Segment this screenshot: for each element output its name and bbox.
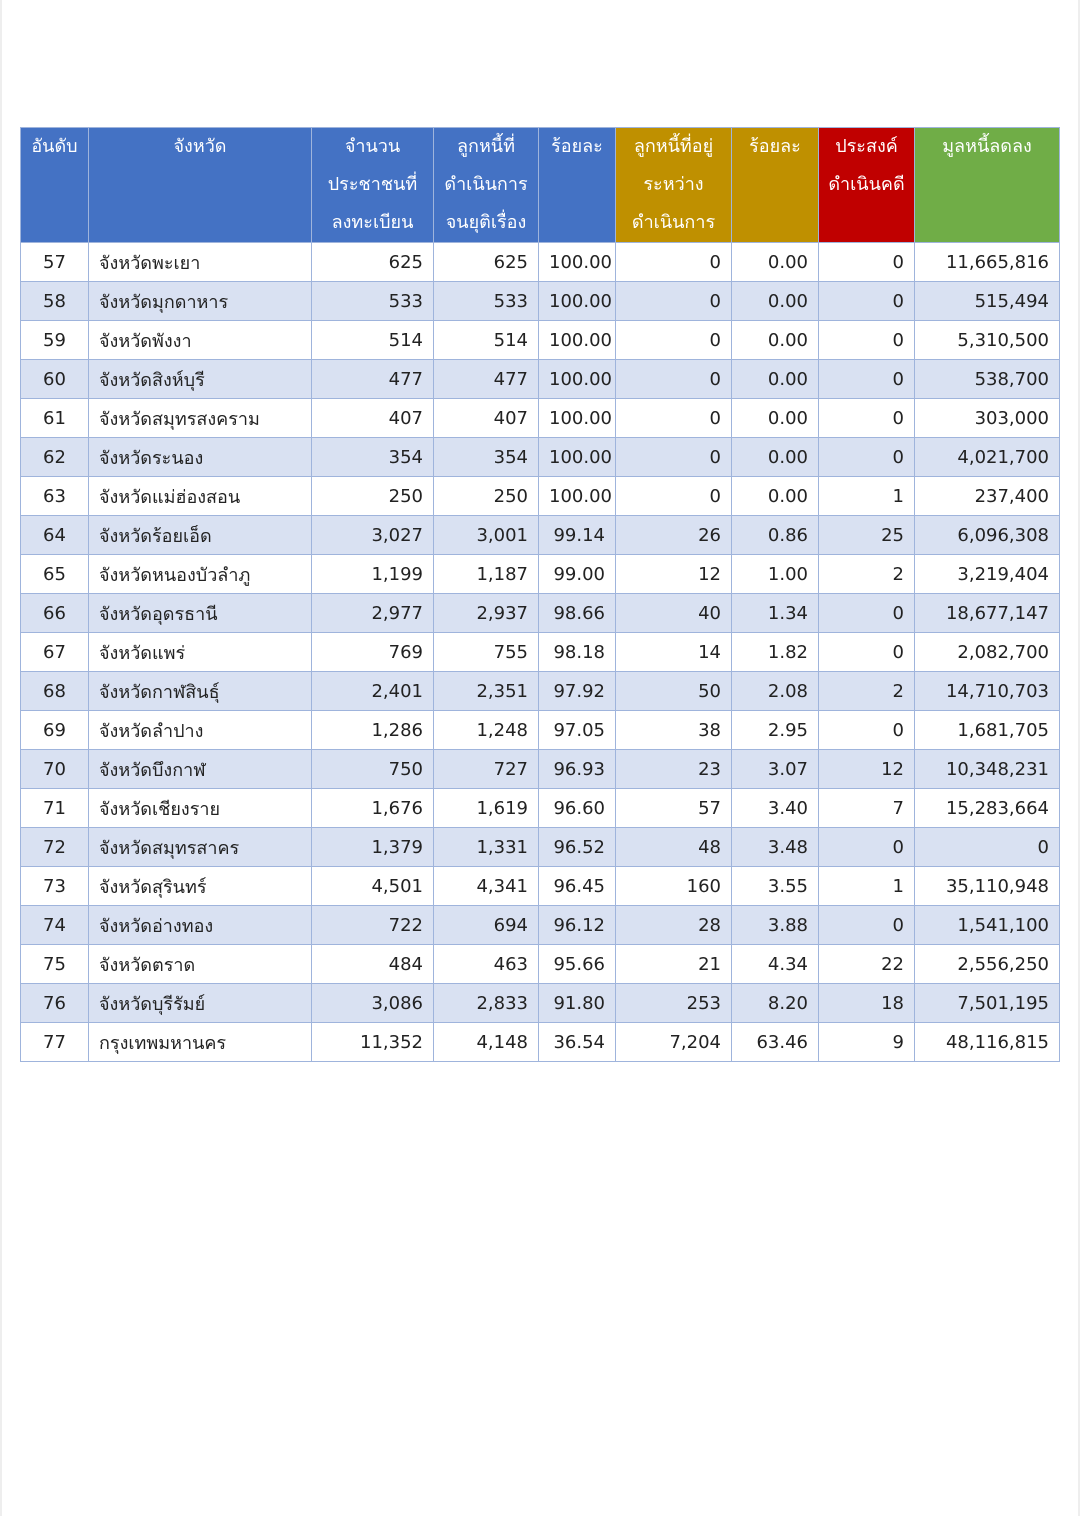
table-row (21, 360, 1060, 399)
cell-registered: 407 (312, 399, 434, 438)
cell-lawsuit: 0 (819, 321, 915, 360)
cell-rank: 76 (21, 984, 89, 1023)
cell-settled-percent: 99.14 (539, 516, 616, 555)
cell-settled: 4,148 (434, 1023, 539, 1062)
cell-settled-percent: 91.80 (539, 984, 616, 1023)
cell-settled-percent: 97.05 (539, 711, 616, 750)
cell-in-progress-percent: 3.07 (732, 750, 819, 789)
cell-registered: 2,401 (312, 672, 434, 711)
cell-rank: 68 (21, 672, 89, 711)
cell-province: จังหวัดตราด (89, 945, 312, 984)
cell-in-progress-percent: 0.86 (732, 516, 819, 555)
header-line: จังหวัด (173, 136, 227, 157)
cell-rank: 58 (21, 282, 89, 321)
cell-in-progress: 7,204 (616, 1023, 732, 1062)
cell-in-progress-percent: 0.00 (732, 321, 819, 360)
cell-rank: 63 (21, 477, 89, 516)
cell-settled-percent: 95.66 (539, 945, 616, 984)
cell-registered: 1,379 (312, 828, 434, 867)
header-lawsuit (819, 128, 915, 243)
table-row (21, 828, 1060, 867)
cell-settled-percent: 99.00 (539, 555, 616, 594)
header-line: ลงทะเบียน (331, 212, 414, 233)
table-row (21, 984, 1060, 1023)
cell-in-progress-percent: 8.20 (732, 984, 819, 1023)
cell-province: จังหวัดสุรินทร์ (89, 867, 312, 906)
cell-rank: 66 (21, 594, 89, 633)
cell-in-progress: 57 (616, 789, 732, 828)
cell-in-progress: 0 (616, 360, 732, 399)
cell-in-progress-percent: 0.00 (732, 438, 819, 477)
cell-debt-reduced: 0 (915, 828, 1060, 867)
cell-settled: 1,619 (434, 789, 539, 828)
cell-lawsuit: 0 (819, 906, 915, 945)
header-settled (434, 128, 539, 243)
cell-in-progress-percent: 3.55 (732, 867, 819, 906)
cell-settled-percent: 96.12 (539, 906, 616, 945)
cell-in-progress-percent: 1.34 (732, 594, 819, 633)
cell-in-progress-percent: 3.48 (732, 828, 819, 867)
cell-registered: 484 (312, 945, 434, 984)
cell-province: จังหวัดบึงกาฬ (89, 750, 312, 789)
cell-in-progress: 0 (616, 477, 732, 516)
cell-settled-percent: 96.93 (539, 750, 616, 789)
cell-debt-reduced: 48,116,815 (915, 1023, 1060, 1062)
cell-debt-reduced: 303,000 (915, 399, 1060, 438)
cell-rank: 73 (21, 867, 89, 906)
table-row (21, 594, 1060, 633)
cell-in-progress: 21 (616, 945, 732, 984)
cell-lawsuit: 7 (819, 789, 915, 828)
cell-settled-percent: 98.66 (539, 594, 616, 633)
cell-registered: 3,027 (312, 516, 434, 555)
cell-registered: 722 (312, 906, 434, 945)
cell-province: จังหวัดสมุทรสงคราม (89, 399, 312, 438)
cell-debt-reduced: 4,021,700 (915, 438, 1060, 477)
page-edge-left (0, 0, 2, 1516)
header-in-progress-percent (732, 128, 819, 243)
cell-in-progress: 40 (616, 594, 732, 633)
cell-registered: 625 (312, 243, 434, 282)
cell-registered: 11,352 (312, 1023, 434, 1062)
cell-registered: 750 (312, 750, 434, 789)
cell-in-progress-percent: 3.88 (732, 906, 819, 945)
cell-settled-percent: 100.00 (539, 399, 616, 438)
cell-in-progress-percent: 2.08 (732, 672, 819, 711)
cell-in-progress: 0 (616, 282, 732, 321)
cell-settled-percent: 100.00 (539, 438, 616, 477)
cell-settled: 625 (434, 243, 539, 282)
cell-province: จังหวัดสมุทรสาคร (89, 828, 312, 867)
cell-rank: 70 (21, 750, 89, 789)
cell-lawsuit: 1 (819, 477, 915, 516)
header-province (89, 128, 312, 243)
cell-settled: 727 (434, 750, 539, 789)
cell-lawsuit: 0 (819, 828, 915, 867)
cell-registered: 354 (312, 438, 434, 477)
cell-in-progress-percent: 2.95 (732, 711, 819, 750)
cell-settled-percent: 96.52 (539, 828, 616, 867)
cell-in-progress: 48 (616, 828, 732, 867)
cell-settled-percent: 100.00 (539, 321, 616, 360)
cell-registered: 514 (312, 321, 434, 360)
table-row (21, 243, 1060, 282)
cell-lawsuit: 2 (819, 555, 915, 594)
header-line: ลูกหนี้ที่ (457, 136, 515, 157)
header-line: ร้อยละ (551, 136, 603, 157)
cell-settled: 1,187 (434, 555, 539, 594)
cell-lawsuit: 1 (819, 867, 915, 906)
cell-settled: 755 (434, 633, 539, 672)
cell-rank: 64 (21, 516, 89, 555)
table-row (21, 945, 1060, 984)
table-row (21, 555, 1060, 594)
debt-settlement-table (20, 127, 1060, 1062)
cell-in-progress: 28 (616, 906, 732, 945)
header-in-progress (616, 128, 732, 243)
cell-settled: 477 (434, 360, 539, 399)
cell-debt-reduced: 515,494 (915, 282, 1060, 321)
header-line: ดำเนินคดี (828, 174, 905, 195)
cell-rank: 61 (21, 399, 89, 438)
cell-settled-percent: 96.60 (539, 789, 616, 828)
cell-settled: 514 (434, 321, 539, 360)
cell-in-progress-percent: 63.46 (732, 1023, 819, 1062)
header-line: ร้อยละ (749, 136, 801, 157)
cell-in-progress: 12 (616, 555, 732, 594)
table-row (21, 282, 1060, 321)
cell-settled-percent: 36.54 (539, 1023, 616, 1062)
cell-province: กรุงเทพมหานคร (89, 1023, 312, 1062)
cell-province: จังหวัดระนอง (89, 438, 312, 477)
cell-settled-percent: 100.00 (539, 243, 616, 282)
cell-settled: 354 (434, 438, 539, 477)
header-debt-reduced (915, 128, 1060, 243)
cell-debt-reduced: 18,677,147 (915, 594, 1060, 633)
cell-in-progress-percent: 1.00 (732, 555, 819, 594)
cell-settled: 694 (434, 906, 539, 945)
cell-rank: 60 (21, 360, 89, 399)
cell-debt-reduced: 6,096,308 (915, 516, 1060, 555)
cell-rank: 75 (21, 945, 89, 984)
cell-debt-reduced: 538,700 (915, 360, 1060, 399)
header-rank (21, 128, 89, 243)
cell-province: จังหวัดอุดรธานี (89, 594, 312, 633)
cell-in-progress: 253 (616, 984, 732, 1023)
table-body (21, 243, 1060, 1062)
cell-debt-reduced: 11,665,816 (915, 243, 1060, 282)
table-row (21, 1023, 1060, 1062)
table-row (21, 477, 1060, 516)
cell-debt-reduced: 1,541,100 (915, 906, 1060, 945)
header-registered (312, 128, 434, 243)
cell-lawsuit: 0 (819, 633, 915, 672)
table-row (21, 399, 1060, 438)
cell-settled: 250 (434, 477, 539, 516)
cell-in-progress-percent: 1.82 (732, 633, 819, 672)
cell-settled: 463 (434, 945, 539, 984)
cell-settled: 1,248 (434, 711, 539, 750)
cell-rank: 62 (21, 438, 89, 477)
cell-province: จังหวัดสิงห์บุรี (89, 360, 312, 399)
cell-in-progress-percent: 4.34 (732, 945, 819, 984)
cell-registered: 3,086 (312, 984, 434, 1023)
cell-debt-reduced: 7,501,195 (915, 984, 1060, 1023)
cell-registered: 4,501 (312, 867, 434, 906)
cell-rank: 65 (21, 555, 89, 594)
cell-rank: 57 (21, 243, 89, 282)
cell-in-progress: 160 (616, 867, 732, 906)
header-line: ระหว่าง (643, 174, 704, 195)
cell-settled: 2,937 (434, 594, 539, 633)
table-row (21, 750, 1060, 789)
cell-lawsuit: 0 (819, 711, 915, 750)
cell-settled: 2,351 (434, 672, 539, 711)
cell-in-progress-percent: 0.00 (732, 399, 819, 438)
cell-settled: 533 (434, 282, 539, 321)
table-row (21, 633, 1060, 672)
cell-rank: 72 (21, 828, 89, 867)
cell-province: จังหวัดอ่างทอง (89, 906, 312, 945)
cell-province: จังหวัดหนองบัวลำภู (89, 555, 312, 594)
cell-debt-reduced: 237,400 (915, 477, 1060, 516)
header-line: มูลหนี้ลดลง (942, 136, 1032, 157)
header-line: ดำเนินการ (444, 174, 528, 195)
cell-debt-reduced: 1,681,705 (915, 711, 1060, 750)
cell-settled: 1,331 (434, 828, 539, 867)
cell-settled: 4,341 (434, 867, 539, 906)
cell-registered: 250 (312, 477, 434, 516)
cell-registered: 533 (312, 282, 434, 321)
cell-settled-percent: 97.92 (539, 672, 616, 711)
cell-province: จังหวัดพะเยา (89, 243, 312, 282)
cell-debt-reduced: 2,556,250 (915, 945, 1060, 984)
cell-in-progress-percent: 0.00 (732, 477, 819, 516)
cell-lawsuit: 2 (819, 672, 915, 711)
cell-lawsuit: 0 (819, 360, 915, 399)
cell-settled-percent: 100.00 (539, 360, 616, 399)
header-line: อันดับ (31, 136, 78, 157)
cell-settled-percent: 96.45 (539, 867, 616, 906)
cell-debt-reduced: 5,310,500 (915, 321, 1060, 360)
cell-settled: 407 (434, 399, 539, 438)
cell-lawsuit: 0 (819, 438, 915, 477)
cell-province: จังหวัดลำปาง (89, 711, 312, 750)
table-header-row (21, 128, 1060, 243)
cell-in-progress: 0 (616, 321, 732, 360)
cell-registered: 2,977 (312, 594, 434, 633)
header-settled-percent (539, 128, 616, 243)
cell-in-progress-percent: 3.40 (732, 789, 819, 828)
cell-debt-reduced: 2,082,700 (915, 633, 1060, 672)
cell-rank: 59 (21, 321, 89, 360)
table-row (21, 438, 1060, 477)
cell-registered: 477 (312, 360, 434, 399)
cell-in-progress: 23 (616, 750, 732, 789)
cell-debt-reduced: 10,348,231 (915, 750, 1060, 789)
header-line: ประสงค์ (835, 136, 898, 157)
cell-lawsuit: 0 (819, 399, 915, 438)
cell-lawsuit: 22 (819, 945, 915, 984)
cell-debt-reduced: 15,283,664 (915, 789, 1060, 828)
cell-province: จังหวัดแพร่ (89, 633, 312, 672)
cell-registered: 769 (312, 633, 434, 672)
header-line: ประชาชนที่ (327, 174, 418, 195)
cell-registered: 1,676 (312, 789, 434, 828)
cell-rank: 67 (21, 633, 89, 672)
table-row (21, 711, 1060, 750)
cell-in-progress-percent: 0.00 (732, 243, 819, 282)
cell-in-progress-percent: 0.00 (732, 360, 819, 399)
cell-province: จังหวัดร้อยเอ็ด (89, 516, 312, 555)
table-row (21, 789, 1060, 828)
header-line: จำนวน (344, 136, 401, 157)
cell-rank: 77 (21, 1023, 89, 1062)
table-row (21, 516, 1060, 555)
cell-rank: 71 (21, 789, 89, 828)
cell-province: จังหวัดแม่ฮ่องสอน (89, 477, 312, 516)
cell-registered: 1,286 (312, 711, 434, 750)
cell-in-progress: 50 (616, 672, 732, 711)
cell-province: จังหวัดกาฬสินธุ์ (89, 672, 312, 711)
cell-in-progress: 0 (616, 399, 732, 438)
header-line: ดำเนินการ (631, 212, 716, 233)
cell-lawsuit: 12 (819, 750, 915, 789)
cell-debt-reduced: 3,219,404 (915, 555, 1060, 594)
cell-in-progress: 14 (616, 633, 732, 672)
cell-in-progress-percent: 0.00 (732, 282, 819, 321)
cell-province: จังหวัดบุรีรัมย์ (89, 984, 312, 1023)
cell-rank: 74 (21, 906, 89, 945)
cell-settled-percent: 98.18 (539, 633, 616, 672)
cell-lawsuit: 25 (819, 516, 915, 555)
table-row (21, 867, 1060, 906)
cell-registered: 1,199 (312, 555, 434, 594)
cell-lawsuit: 18 (819, 984, 915, 1023)
table-row (21, 672, 1060, 711)
table-row (21, 906, 1060, 945)
cell-settled: 2,833 (434, 984, 539, 1023)
cell-rank: 69 (21, 711, 89, 750)
cell-lawsuit: 9 (819, 1023, 915, 1062)
cell-lawsuit: 0 (819, 594, 915, 633)
cell-in-progress: 26 (616, 516, 732, 555)
cell-debt-reduced: 35,110,948 (915, 867, 1060, 906)
cell-in-progress: 0 (616, 438, 732, 477)
header-line: ลูกหนี้ที่อยู่ (633, 136, 714, 157)
header-line: จนยุติเรื่อง (445, 212, 527, 233)
cell-in-progress: 0 (616, 243, 732, 282)
cell-settled: 3,001 (434, 516, 539, 555)
cell-lawsuit: 0 (819, 282, 915, 321)
cell-province: จังหวัดมุกดาหาร (89, 282, 312, 321)
cell-lawsuit: 0 (819, 243, 915, 282)
cell-in-progress: 38 (616, 711, 732, 750)
cell-province: จังหวัดเชียงราย (89, 789, 312, 828)
cell-settled-percent: 100.00 (539, 477, 616, 516)
cell-settled-percent: 100.00 (539, 282, 616, 321)
cell-province: จังหวัดพังงา (89, 321, 312, 360)
table-row (21, 321, 1060, 360)
cell-debt-reduced: 14,710,703 (915, 672, 1060, 711)
